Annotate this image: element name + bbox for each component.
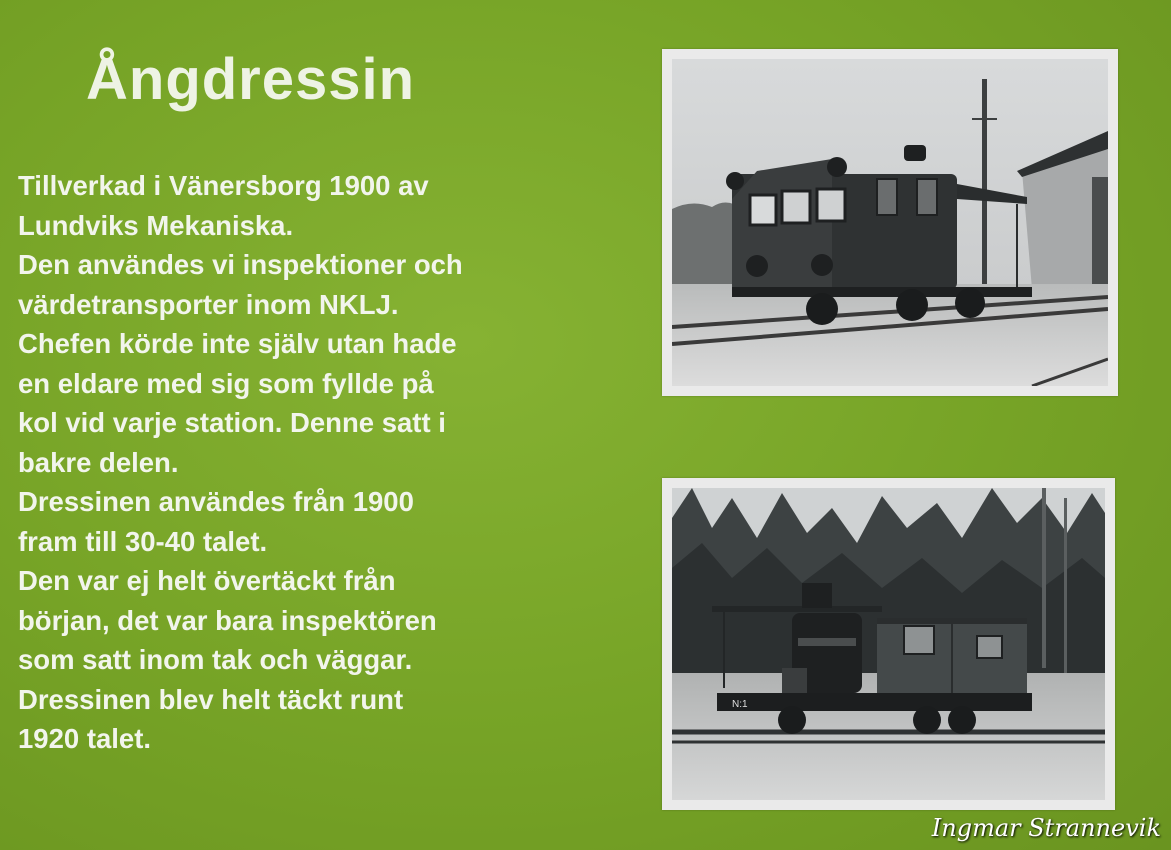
sign-title: Ångdressin: [86, 47, 416, 112]
text-line: Chefen körde inte själv utan hade: [18, 328, 457, 359]
sign-body-text: [18, 166, 578, 759]
text-line: kol vid varje station. Denne satt i: [18, 407, 446, 438]
text-line: Lundviks Mekaniska.: [18, 209, 294, 241]
text-line: Den användes vi inspektioner och: [18, 249, 463, 280]
text-line: bakre delen.: [18, 446, 179, 478]
text-line: början, det var bara inspektören: [18, 604, 437, 636]
photo-open-draisine: [662, 478, 1115, 810]
text-line: Tillverkad i Vänersborg 1900 av: [18, 170, 429, 201]
text-line: 1920 talet.: [18, 723, 152, 754]
text-line: Dressinen användes från 1900: [18, 486, 414, 517]
photographer-credit: Ingmar Strannevik: [931, 814, 1161, 842]
text-line: som satt inom tak och väggar.: [18, 644, 413, 675]
text-line: en eldare med sig som fyllde på: [18, 367, 434, 399]
number-plate: N:1: [732, 699, 748, 710]
text-line: Den var ej helt övertäckt från: [18, 565, 396, 596]
photo-closed-draisine: [662, 49, 1118, 396]
photo-image: [672, 488, 1105, 800]
photo-image: [672, 59, 1108, 386]
text-line: fram till 30-40 talet.: [18, 525, 268, 557]
text-line: Dressinen blev helt täckt runt: [18, 683, 404, 715]
text-line: värdetransporter inom NKLJ.: [18, 288, 399, 320]
